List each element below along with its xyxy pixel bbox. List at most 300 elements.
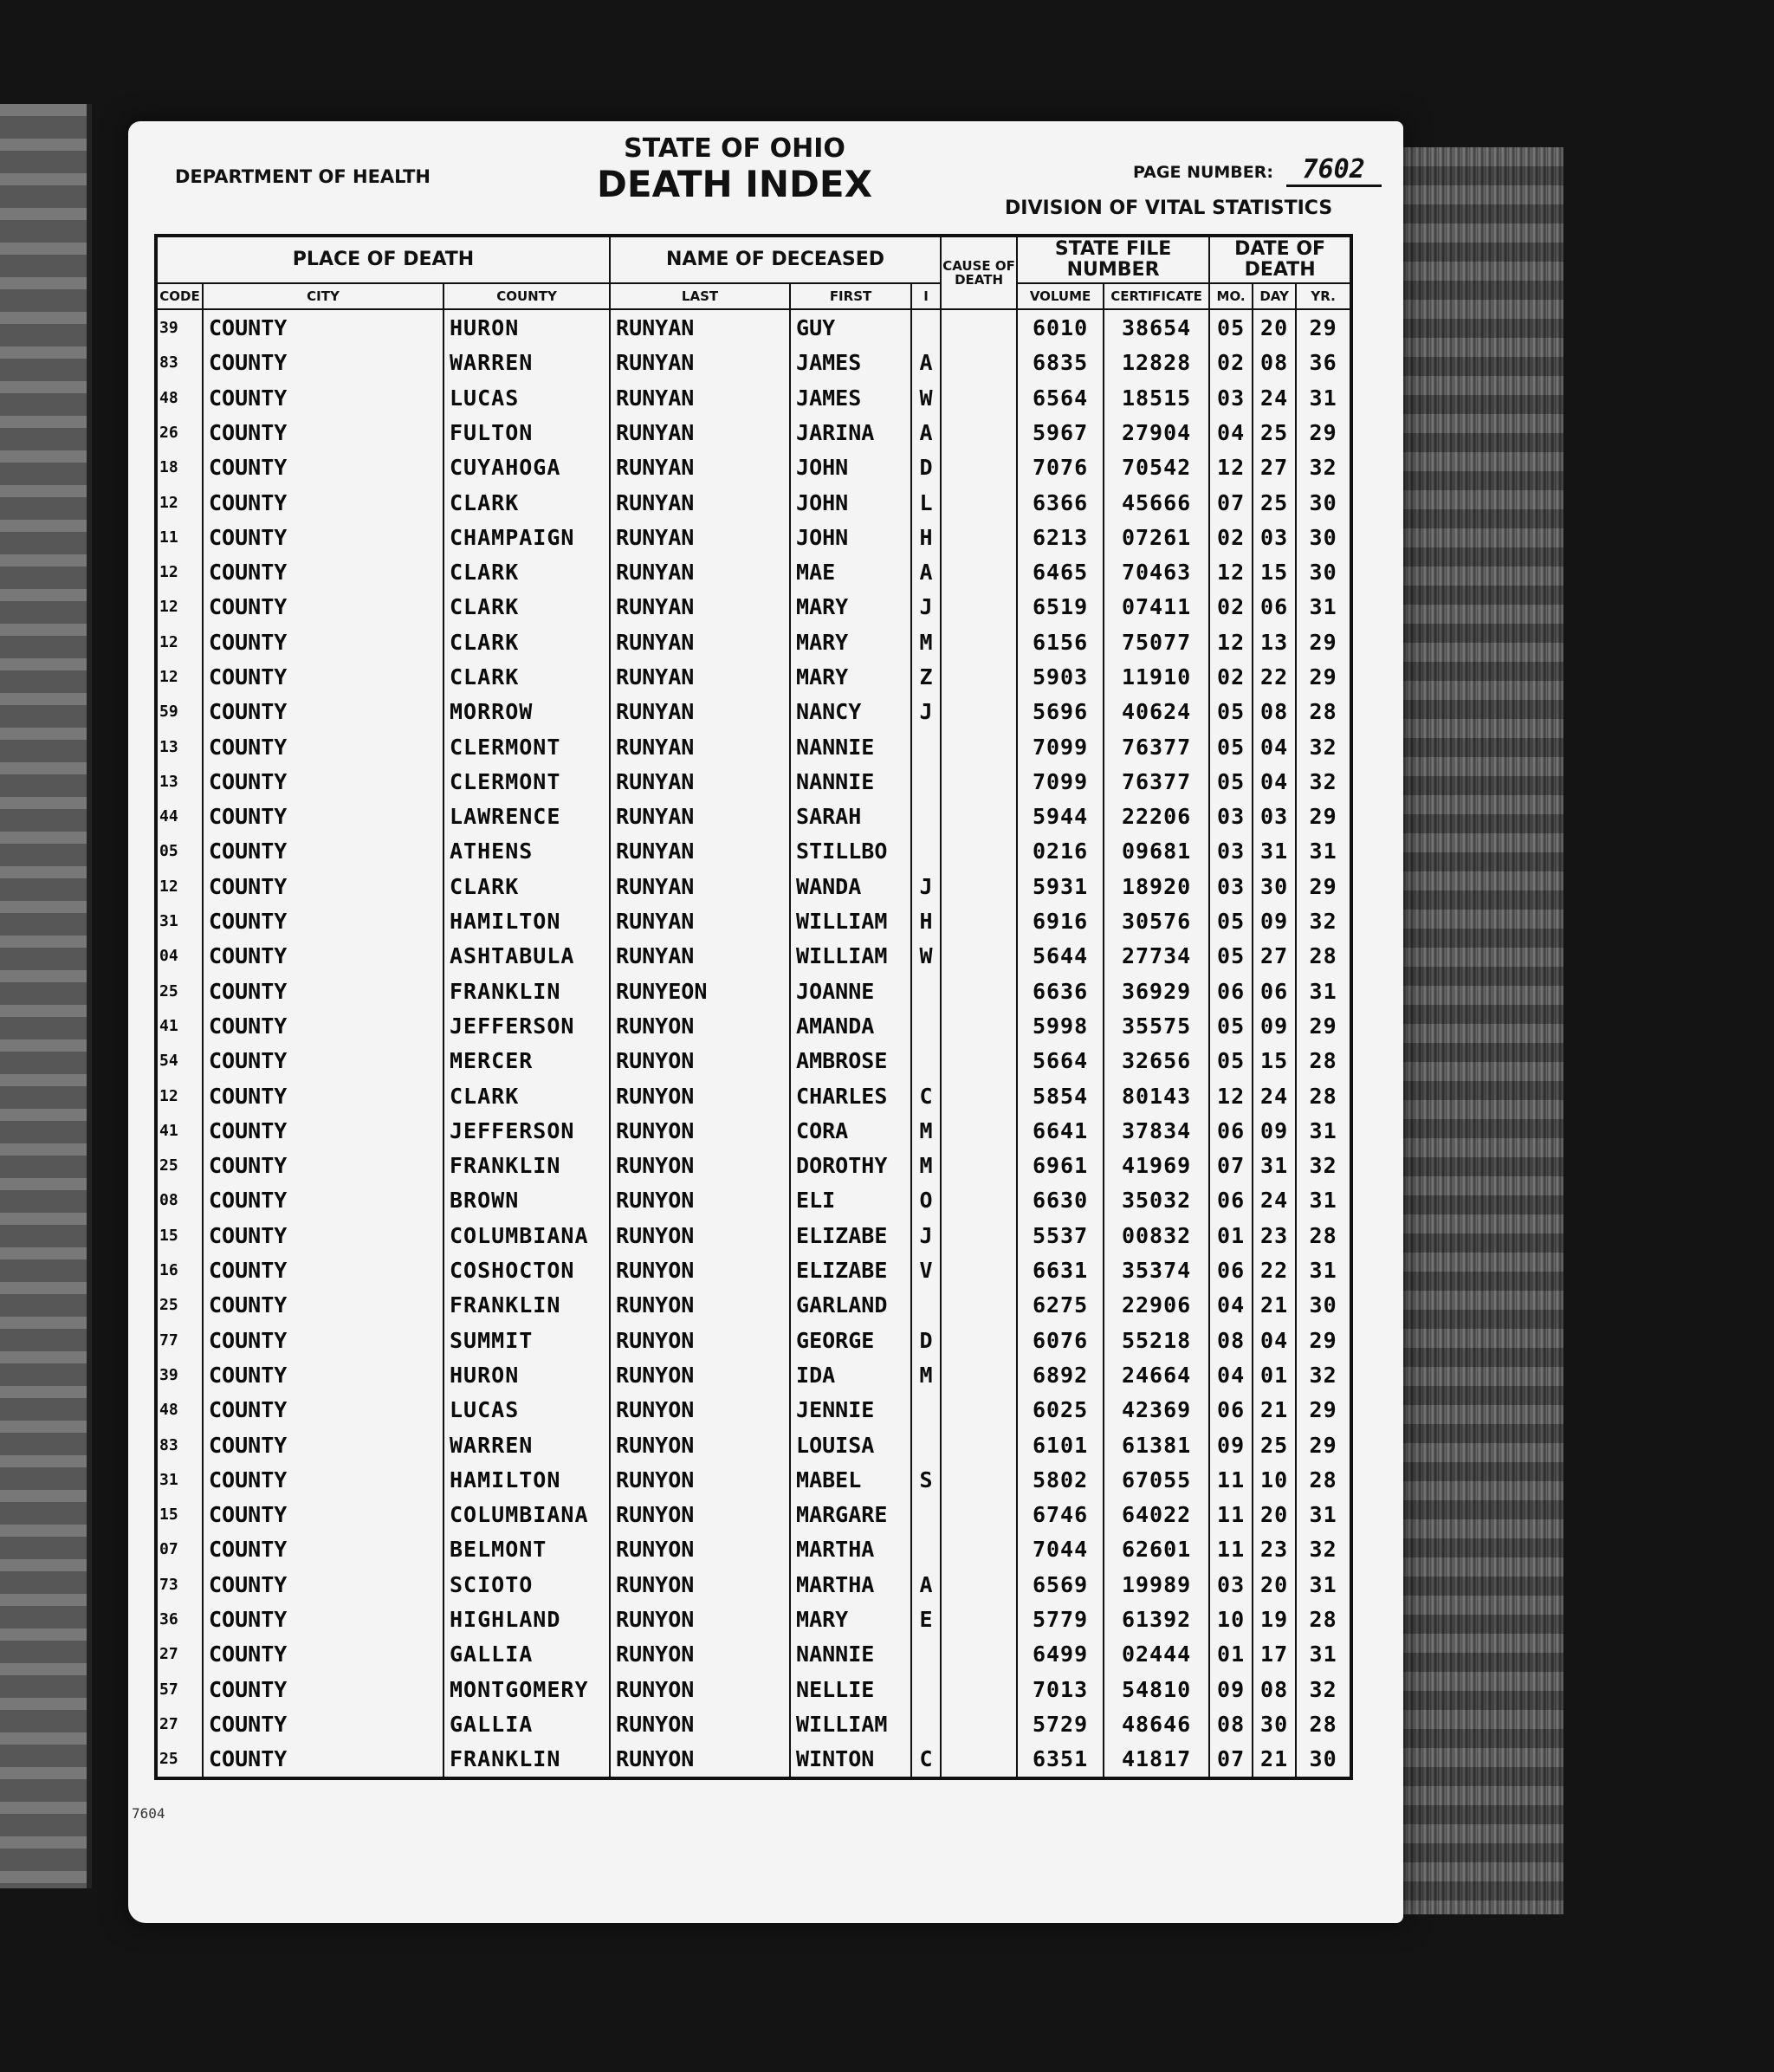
cause-of-death-cell xyxy=(941,415,1017,450)
day-cell: 01 xyxy=(1253,1357,1296,1392)
month-cell: 04 xyxy=(1209,1288,1253,1323)
city-cell: COUNTY xyxy=(203,695,444,729)
certificate-cell: 12828 xyxy=(1104,346,1209,380)
first-name-cell: GEORGE xyxy=(790,1323,911,1357)
city-cell: COUNTY xyxy=(203,903,444,938)
initial-cell: L xyxy=(911,485,941,520)
year-cell: 30 xyxy=(1296,1288,1351,1323)
city-cell: COUNTY xyxy=(203,1672,444,1706)
cause-of-death-cell xyxy=(941,1742,1017,1778)
year-cell: 29 xyxy=(1296,869,1351,903)
cause-of-death-cell xyxy=(941,380,1017,415)
county-cell: MONTGOMERY xyxy=(444,1672,610,1706)
certificate-cell: 18920 xyxy=(1104,869,1209,903)
certificate-cell: 55218 xyxy=(1104,1323,1209,1357)
certificate-cell: 22906 xyxy=(1104,1288,1209,1323)
city-cell: COUNTY xyxy=(203,1462,444,1497)
initial-cell: C xyxy=(911,1742,941,1778)
first-name-cell: NANNIE xyxy=(790,1637,911,1672)
last-name-cell: RUNYAN xyxy=(610,450,790,485)
code-cell: 08 xyxy=(156,1183,203,1218)
year-cell: 31 xyxy=(1296,1567,1351,1602)
initial-cell: J xyxy=(911,1218,941,1253)
volume-cell: 5779 xyxy=(1017,1602,1104,1636)
day-cell: 24 xyxy=(1253,1078,1296,1113)
initial-cell xyxy=(911,1672,941,1706)
code-cell: 36 xyxy=(156,1602,203,1636)
year-cell: 28 xyxy=(1296,939,1351,974)
day-cell: 23 xyxy=(1253,1218,1296,1253)
last-name-cell: RUNYAN xyxy=(610,729,790,764)
table-row xyxy=(156,1044,1351,1078)
month-cell: 02 xyxy=(1209,659,1253,694)
code-cell: 48 xyxy=(156,380,203,415)
volume-cell: 5931 xyxy=(1017,869,1104,903)
city-cell: COUNTY xyxy=(203,1288,444,1323)
year-cell: 29 xyxy=(1296,625,1351,659)
month-cell: 10 xyxy=(1209,1602,1253,1636)
death-index-table-wrap xyxy=(154,234,1350,1780)
day-cell: 20 xyxy=(1253,309,1296,345)
day-cell: 21 xyxy=(1253,1393,1296,1428)
initial-cell xyxy=(911,974,941,1008)
day-cell: 15 xyxy=(1253,1044,1296,1078)
city-cell: COUNTY xyxy=(203,520,444,554)
first-name-cell: MARTHA xyxy=(790,1532,911,1567)
city-cell: COUNTY xyxy=(203,1532,444,1567)
day-cell: 03 xyxy=(1253,800,1296,834)
initial-cell: V xyxy=(911,1253,941,1287)
year-cell: 29 xyxy=(1296,1393,1351,1428)
initial-cell xyxy=(911,1497,941,1531)
day-cell: 24 xyxy=(1253,1183,1296,1218)
table-header xyxy=(156,236,1351,309)
first-name-cell: LOUISA xyxy=(790,1428,911,1462)
certificate-cell: 36929 xyxy=(1104,974,1209,1008)
cause-of-death-cell xyxy=(941,625,1017,659)
volume-cell: 6636 xyxy=(1017,974,1104,1008)
day-cell: 19 xyxy=(1253,1602,1296,1636)
first-name-cell: GUY xyxy=(790,309,911,345)
volume-cell: 5944 xyxy=(1017,800,1104,834)
year-cell: 30 xyxy=(1296,520,1351,554)
last-name-cell: RUNYAN xyxy=(610,346,790,380)
year-cell: 29 xyxy=(1296,800,1351,834)
first-name-cell: JOHN xyxy=(790,520,911,554)
city-cell: COUNTY xyxy=(203,625,444,659)
death-index-table xyxy=(154,234,1353,1780)
volume-cell: 6076 xyxy=(1017,1323,1104,1357)
last-name-cell: RUNYON xyxy=(610,1323,790,1357)
cause-of-death-cell xyxy=(941,309,1017,345)
county-cell: LUCAS xyxy=(444,1393,610,1428)
cause-of-death-cell xyxy=(941,346,1017,380)
initial-cell: W xyxy=(911,380,941,415)
county-cell: CLARK xyxy=(444,625,610,659)
year-cell: 31 xyxy=(1296,1253,1351,1287)
day-cell: 25 xyxy=(1253,1428,1296,1462)
day-cell: 23 xyxy=(1253,1532,1296,1567)
month-cell: 06 xyxy=(1209,1253,1253,1287)
volume-header: VOLUME xyxy=(1017,283,1104,309)
year-cell: 32 xyxy=(1296,1357,1351,1392)
initial-cell: C xyxy=(911,1078,941,1113)
cause-of-death-cell xyxy=(941,554,1017,589)
table-row xyxy=(156,1462,1351,1497)
first-name-cell: MARY xyxy=(790,659,911,694)
city-cell: COUNTY xyxy=(203,1218,444,1253)
volume-cell: 5854 xyxy=(1017,1078,1104,1113)
city-cell: COUNTY xyxy=(203,1183,444,1218)
month-cell: 05 xyxy=(1209,695,1253,729)
first-name-cell: NANNIE xyxy=(790,729,911,764)
day-cell: 31 xyxy=(1253,834,1296,869)
code-cell: 83 xyxy=(156,346,203,380)
month-cell: 06 xyxy=(1209,1113,1253,1148)
first-name-cell: MARY xyxy=(790,590,911,625)
cause-of-death-cell xyxy=(941,1113,1017,1148)
initial-cell xyxy=(911,729,941,764)
first-name-cell: AMANDA xyxy=(790,1008,911,1043)
first-name-cell: MARY xyxy=(790,1602,911,1636)
year-cell: 31 xyxy=(1296,380,1351,415)
last-name-cell: RUNYAN xyxy=(610,415,790,450)
county-cell: HAMILTON xyxy=(444,1462,610,1497)
cause-of-death-cell xyxy=(941,1637,1017,1672)
last-name-cell: RUNYON xyxy=(610,1497,790,1531)
volume-cell: 6499 xyxy=(1017,1637,1104,1672)
last-name-cell: RUNYON xyxy=(610,1253,790,1287)
volume-cell: 5998 xyxy=(1017,1008,1104,1043)
volume-cell: 6564 xyxy=(1017,380,1104,415)
code-cell: 59 xyxy=(156,695,203,729)
county-cell: SCIOTO xyxy=(444,1567,610,1602)
code-cell: 25 xyxy=(156,1742,203,1778)
code-cell: 31 xyxy=(156,903,203,938)
code-cell: 41 xyxy=(156,1113,203,1148)
last-name-cell: RUNYON xyxy=(610,1742,790,1778)
cause-of-death-cell xyxy=(941,485,1017,520)
last-name-cell: RUNYAN xyxy=(610,869,790,903)
certificate-cell: 38654 xyxy=(1104,309,1209,345)
year-cell: 30 xyxy=(1296,1742,1351,1778)
first-name-cell: MABEL xyxy=(790,1462,911,1497)
cause-of-death-cell xyxy=(941,1672,1017,1706)
county-cell: JEFFERSON xyxy=(444,1113,610,1148)
county-cell: FRANKLIN xyxy=(444,1288,610,1323)
initial-cell: E xyxy=(911,1602,941,1636)
county-cell: MERCER xyxy=(444,1044,610,1078)
city-cell: COUNTY xyxy=(203,1602,444,1636)
county-cell: HAMILTON xyxy=(444,903,610,938)
first-name-cell: AMBROSE xyxy=(790,1044,911,1078)
day-cell: 22 xyxy=(1253,659,1296,694)
code-cell: 41 xyxy=(156,1008,203,1043)
city-cell: COUNTY xyxy=(203,1253,444,1287)
table-row xyxy=(156,1602,1351,1636)
year-cell: 31 xyxy=(1296,974,1351,1008)
volume-cell: 6916 xyxy=(1017,903,1104,938)
initial-cell: M xyxy=(911,1113,941,1148)
day-cell: 25 xyxy=(1253,415,1296,450)
year-cell: 28 xyxy=(1296,1078,1351,1113)
county-cell: WARREN xyxy=(444,1428,610,1462)
year-cell: 32 xyxy=(1296,729,1351,764)
first-name-cell: CORA xyxy=(790,1113,911,1148)
volume-cell: 6275 xyxy=(1017,1288,1104,1323)
year-cell: 29 xyxy=(1296,309,1351,345)
certificate-header: CERTIFICATE xyxy=(1104,283,1209,309)
month-cell: 12 xyxy=(1209,450,1253,485)
initial-cell: D xyxy=(911,450,941,485)
code-cell: 73 xyxy=(156,1567,203,1602)
last-name-cell: RUNYON xyxy=(610,1183,790,1218)
certificate-cell: 41969 xyxy=(1104,1149,1209,1183)
day-cell: 22 xyxy=(1253,1253,1296,1287)
certificate-cell: 54810 xyxy=(1104,1672,1209,1706)
cause-of-death-cell xyxy=(941,1428,1017,1462)
last-name-cell: RUNYON xyxy=(610,1288,790,1323)
initial-header: I xyxy=(911,283,941,309)
code-cell: 54 xyxy=(156,1044,203,1078)
cause-of-death-cell xyxy=(941,590,1017,625)
initial-cell: M xyxy=(911,625,941,659)
initial-cell xyxy=(911,800,941,834)
cause-of-death-cell xyxy=(941,869,1017,903)
month-cell: 05 xyxy=(1209,764,1253,799)
table-row xyxy=(156,590,1351,625)
table-row xyxy=(156,869,1351,903)
certificate-cell: 11910 xyxy=(1104,659,1209,694)
month-cell: 07 xyxy=(1209,1742,1253,1778)
day-cell: 21 xyxy=(1253,1742,1296,1778)
year-cell: 29 xyxy=(1296,659,1351,694)
department-label: DEPARTMENT OF HEALTH xyxy=(175,166,431,187)
cause-of-death-cell xyxy=(941,1078,1017,1113)
certificate-cell: 62601 xyxy=(1104,1532,1209,1567)
cause-of-death-cell xyxy=(941,450,1017,485)
certificate-cell: 61381 xyxy=(1104,1428,1209,1462)
table-row xyxy=(156,415,1351,450)
county-cell: CLARK xyxy=(444,554,610,589)
volume-cell: 6010 xyxy=(1017,309,1104,345)
year-cell: 30 xyxy=(1296,554,1351,589)
month-cell: 05 xyxy=(1209,1044,1253,1078)
table-row xyxy=(156,485,1351,520)
division-label: DIVISION OF VITAL STATISTICS xyxy=(1005,197,1333,219)
code-cell: 12 xyxy=(156,554,203,589)
month-cell: 11 xyxy=(1209,1497,1253,1531)
code-cell: 83 xyxy=(156,1428,203,1462)
city-cell: COUNTY xyxy=(203,1497,444,1531)
initial-cell: J xyxy=(911,869,941,903)
first-name-cell: MAE xyxy=(790,554,911,589)
initial-cell: H xyxy=(911,520,941,554)
day-cell: 30 xyxy=(1253,1706,1296,1741)
month-cell: 03 xyxy=(1209,800,1253,834)
month-cell: 07 xyxy=(1209,1149,1253,1183)
city-cell: COUNTY xyxy=(203,1357,444,1392)
code-cell: 25 xyxy=(156,974,203,1008)
table-row xyxy=(156,1532,1351,1567)
table-row xyxy=(156,1323,1351,1357)
county-cell: LUCAS xyxy=(444,380,610,415)
certificate-cell: 70542 xyxy=(1104,450,1209,485)
county-cell: BELMONT xyxy=(444,1532,610,1567)
volume-cell: 6101 xyxy=(1017,1428,1104,1462)
last-name-cell: RUNYAN xyxy=(610,939,790,974)
initial-cell xyxy=(911,1532,941,1567)
day-cell: 21 xyxy=(1253,1288,1296,1323)
month-cell: 06 xyxy=(1209,1393,1253,1428)
city-cell: COUNTY xyxy=(203,974,444,1008)
county-cell: JEFFERSON xyxy=(444,1008,610,1043)
cause-of-death-cell xyxy=(941,1532,1017,1567)
last-name-cell: RUNYON xyxy=(610,1044,790,1078)
last-name-cell: RUNYON xyxy=(610,1672,790,1706)
table-row xyxy=(156,450,1351,485)
county-cell: FRANKLIN xyxy=(444,974,610,1008)
county-cell: FRANKLIN xyxy=(444,1149,610,1183)
certificate-cell: 76377 xyxy=(1104,729,1209,764)
initial-cell xyxy=(911,764,941,799)
cause-of-death-cell xyxy=(941,834,1017,869)
last-name-cell: RUNYON xyxy=(610,1357,790,1392)
day-cell: 04 xyxy=(1253,1323,1296,1357)
first-name-cell: DOROTHY xyxy=(790,1149,911,1183)
volume-cell: 6641 xyxy=(1017,1113,1104,1148)
page-title: DEATH INDEX xyxy=(597,163,872,205)
volume-cell: 6746 xyxy=(1017,1497,1104,1531)
volume-cell: 6892 xyxy=(1017,1357,1104,1392)
city-cell: COUNTY xyxy=(203,1008,444,1043)
day-cell: 09 xyxy=(1253,1113,1296,1148)
volume-cell: 7044 xyxy=(1017,1532,1104,1567)
volume-cell: 6465 xyxy=(1017,554,1104,589)
table-row xyxy=(156,1357,1351,1392)
day-cell: 04 xyxy=(1253,729,1296,764)
county-cell: HURON xyxy=(444,1357,610,1392)
day-cell: 31 xyxy=(1253,1149,1296,1183)
last-name-cell: RUNYAN xyxy=(610,695,790,729)
certificate-cell: 75077 xyxy=(1104,625,1209,659)
county-cell: CLARK xyxy=(444,485,610,520)
code-header: CODE xyxy=(156,283,203,309)
initial-cell xyxy=(911,309,941,345)
certificate-cell: 48646 xyxy=(1104,1706,1209,1741)
volume-cell: 6351 xyxy=(1017,1742,1104,1778)
day-cell: 08 xyxy=(1253,695,1296,729)
code-cell: 12 xyxy=(156,659,203,694)
year-cell: 28 xyxy=(1296,1218,1351,1253)
city-cell: COUNTY xyxy=(203,834,444,869)
cause-of-death-cell xyxy=(941,903,1017,938)
initial-cell: A xyxy=(911,415,941,450)
month-cell: 12 xyxy=(1209,625,1253,659)
month-cell: 09 xyxy=(1209,1428,1253,1462)
cause-of-death-cell xyxy=(941,1706,1017,1741)
city-cell: COUNTY xyxy=(203,1706,444,1741)
day-cell: 27 xyxy=(1253,939,1296,974)
adjacent-page-edge xyxy=(0,104,92,1888)
cause-of-death-cell xyxy=(941,1149,1017,1183)
year-cell: 28 xyxy=(1296,1706,1351,1741)
day-cell: 17 xyxy=(1253,1637,1296,1672)
month-cell: 03 xyxy=(1209,869,1253,903)
city-cell: COUNTY xyxy=(203,1742,444,1778)
table-row xyxy=(156,1113,1351,1148)
code-cell: 12 xyxy=(156,590,203,625)
day-cell: 25 xyxy=(1253,485,1296,520)
county-cell: HURON xyxy=(444,309,610,345)
first-name-cell: MARTHA xyxy=(790,1567,911,1602)
cause-of-death-cell xyxy=(941,764,1017,799)
month-cell: 02 xyxy=(1209,346,1253,380)
last-name-cell: RUNYEON xyxy=(610,974,790,1008)
year-cell: 29 xyxy=(1296,1428,1351,1462)
initial-cell xyxy=(911,1706,941,1741)
cause-of-death-cell xyxy=(941,1357,1017,1392)
cause-of-death-cell xyxy=(941,729,1017,764)
table-row xyxy=(156,764,1351,799)
year-cell: 28 xyxy=(1296,695,1351,729)
state-file-number-header: STATE FILE NUMBER xyxy=(1017,236,1209,283)
code-cell: 25 xyxy=(156,1288,203,1323)
certificate-cell: 35575 xyxy=(1104,1008,1209,1043)
first-name-cell: JAMES xyxy=(790,346,911,380)
certificate-cell: 02444 xyxy=(1104,1637,1209,1672)
month-cell: 02 xyxy=(1209,590,1253,625)
code-cell: 12 xyxy=(156,869,203,903)
year-cell: 32 xyxy=(1296,1149,1351,1183)
code-cell: 05 xyxy=(156,834,203,869)
volume-cell: 5729 xyxy=(1017,1706,1104,1741)
day-cell: 20 xyxy=(1253,1497,1296,1531)
code-cell: 16 xyxy=(156,1253,203,1287)
corner-mark: 7604 xyxy=(132,1805,165,1822)
initial-cell: J xyxy=(911,590,941,625)
code-cell: 15 xyxy=(156,1218,203,1253)
first-name-cell: WINTON xyxy=(790,1742,911,1778)
volume-cell: 5644 xyxy=(1017,939,1104,974)
month-cell: 01 xyxy=(1209,1637,1253,1672)
first-name-cell: JAMES xyxy=(790,380,911,415)
initial-cell xyxy=(911,1428,941,1462)
table-row xyxy=(156,903,1351,938)
city-cell: COUNTY xyxy=(203,1637,444,1672)
initial-cell xyxy=(911,1288,941,1323)
year-cell: 32 xyxy=(1296,1672,1351,1706)
last-name-cell: RUNYON xyxy=(610,1532,790,1567)
table-row xyxy=(156,1078,1351,1113)
volume-cell: 6569 xyxy=(1017,1567,1104,1602)
table-row xyxy=(156,520,1351,554)
county-cell: CHAMPAIGN xyxy=(444,520,610,554)
first-name-cell: JOHN xyxy=(790,450,911,485)
volume-cell: 5696 xyxy=(1017,695,1104,729)
certificate-cell: 07261 xyxy=(1104,520,1209,554)
volume-cell: 6835 xyxy=(1017,346,1104,380)
table-row xyxy=(156,974,1351,1008)
cause-of-death-cell xyxy=(941,1393,1017,1428)
month-cell: 05 xyxy=(1209,309,1253,345)
cause-of-death-cell xyxy=(941,659,1017,694)
certificate-cell: 42369 xyxy=(1104,1393,1209,1428)
month-cell: 05 xyxy=(1209,1008,1253,1043)
cause-of-death-cell xyxy=(941,695,1017,729)
county-cell: SUMMIT xyxy=(444,1323,610,1357)
certificate-cell: 30576 xyxy=(1104,903,1209,938)
